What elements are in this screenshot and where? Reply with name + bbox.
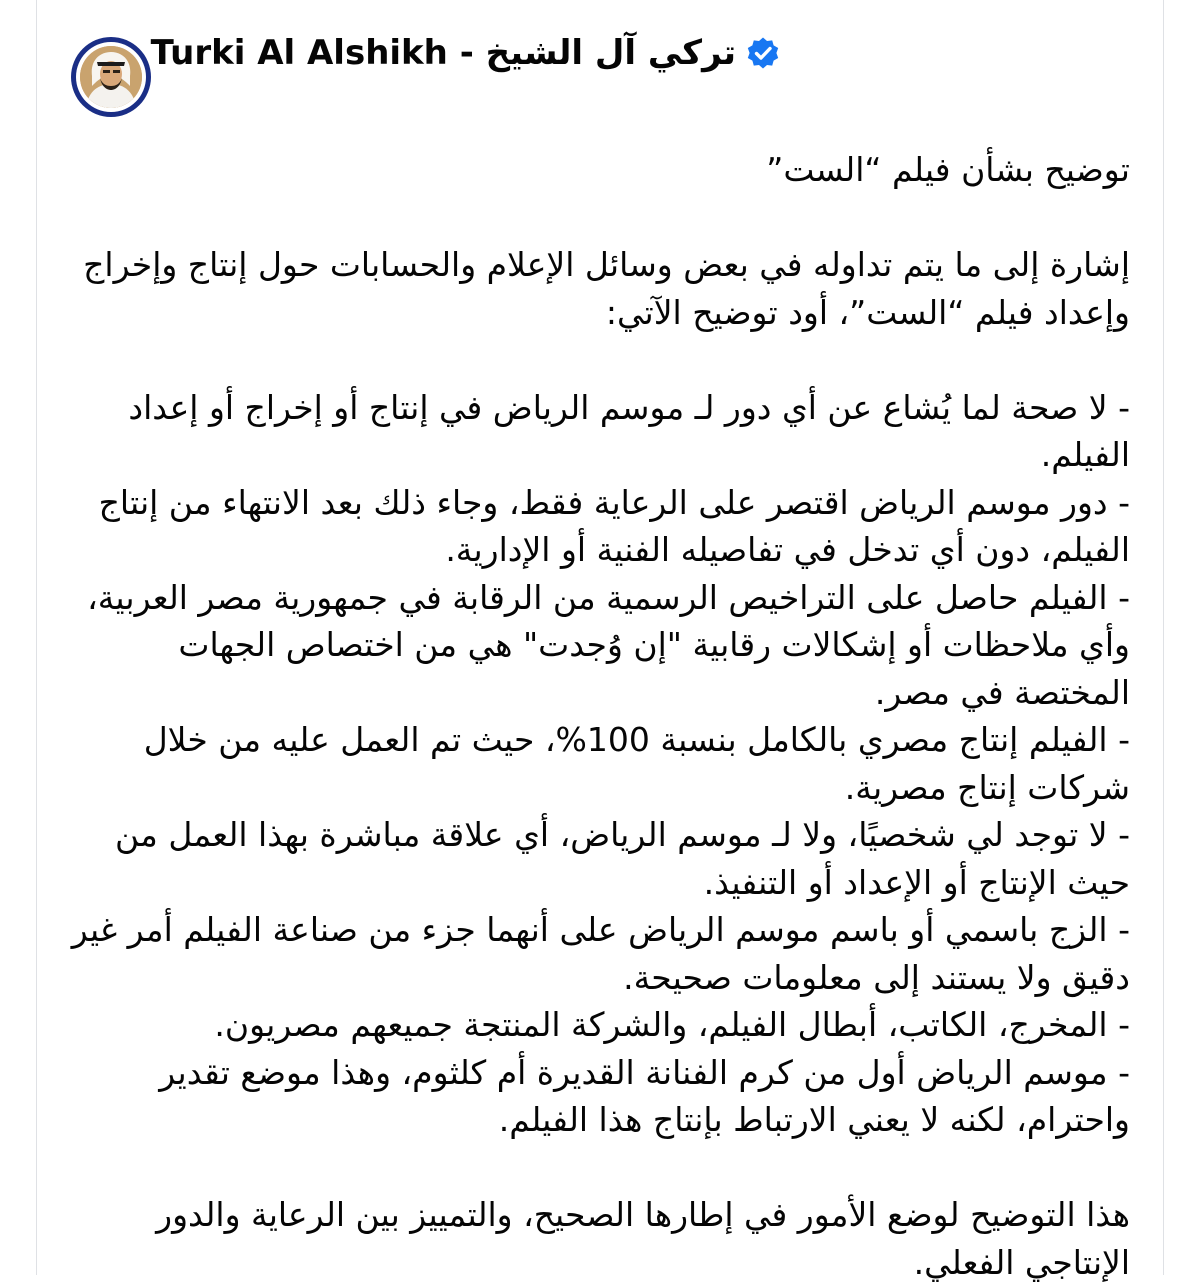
post-title: توضيح بشأن فيلم “الست” — [766, 150, 1130, 189]
verified-badge-icon — [746, 36, 780, 70]
bullet-point: - لا صحة لما يُشاع عن أي دور لـ موسم الرياض في إنتاج أو إخراج أو إعداد الفيلم. — [128, 387, 1130, 474]
bullet-point: - المخرج، الكاتب، أبطال الفيلم، والشركة المنتجة جميعهم مصريون. — [214, 1005, 1130, 1044]
author-name[interactable]: Turki Al Alshikh - تركي آل الشيخ — [150, 33, 736, 73]
spacer — [62, 194, 1130, 242]
bullet-point: - الزج باسمي أو باسم موسم الرياض على أنهما جزء من صناعة الفيلم أمر غير دقيق ولا يستند إلى معلومات صحيحة. — [71, 910, 1130, 997]
post-header — [151, 28, 780, 78]
bullet-point: - لا توجد لي شخصيًا، ولا لـ موسم الرياض، أي علاقة مباشرة بهذا العمل من حيث الإنتاج أو الإعداد أو التنفيذ. — [115, 815, 1130, 902]
spacer — [62, 1144, 1130, 1192]
post-conclusion: هذا التوضيح لوضع الأمور في إطارها الصحيح، والتمييز بين الرعاية والدور الإنتاجي الفعلي. — [156, 1195, 1130, 1282]
avatar[interactable] — [71, 37, 151, 117]
bullet-point: - الفيلم حاصل على التراخيص الرسمية من الرقابة في جمهورية مصر العربية، وأي ملاحظات أو إشكالات رقابية "إن وُجدت" هي من اختصاص الجهات المختصة في مصر. — [87, 577, 1130, 712]
spacer — [62, 336, 1130, 384]
post-text — [62, 146, 1130, 1286]
person-photo-icon — [80, 46, 142, 108]
profile-photo — [80, 46, 142, 108]
post-intro: إشارة إلى ما يتم تداوله في بعض وسائل الإعلام والحسابات حول إنتاج وإخراج وإعداد فيلم “الست”، أود توضيح الآتي: — [83, 245, 1130, 332]
bullet-point: - دور موسم الرياض اقتصر على الرعاية فقط، وجاء ذلك بعد الانتهاء من إنتاج الفيلم، دون أي تدخل في تفاصيله الفنية أو الإدارية. — [98, 482, 1130, 569]
bullet-point: - الفيلم إنتاج مصري بالكامل بنسبة 100%، حيث تم العمل عليه من خلال شركات إنتاج مصرية. — [143, 720, 1130, 807]
bullet-point: - موسم الرياض أول من كرم الفنانة القديرة أم كلثوم، وهذا موضع تقدير واحترام، لكنه لا يعني الارتباط بإنتاج هذا الفيلم. — [159, 1052, 1130, 1139]
